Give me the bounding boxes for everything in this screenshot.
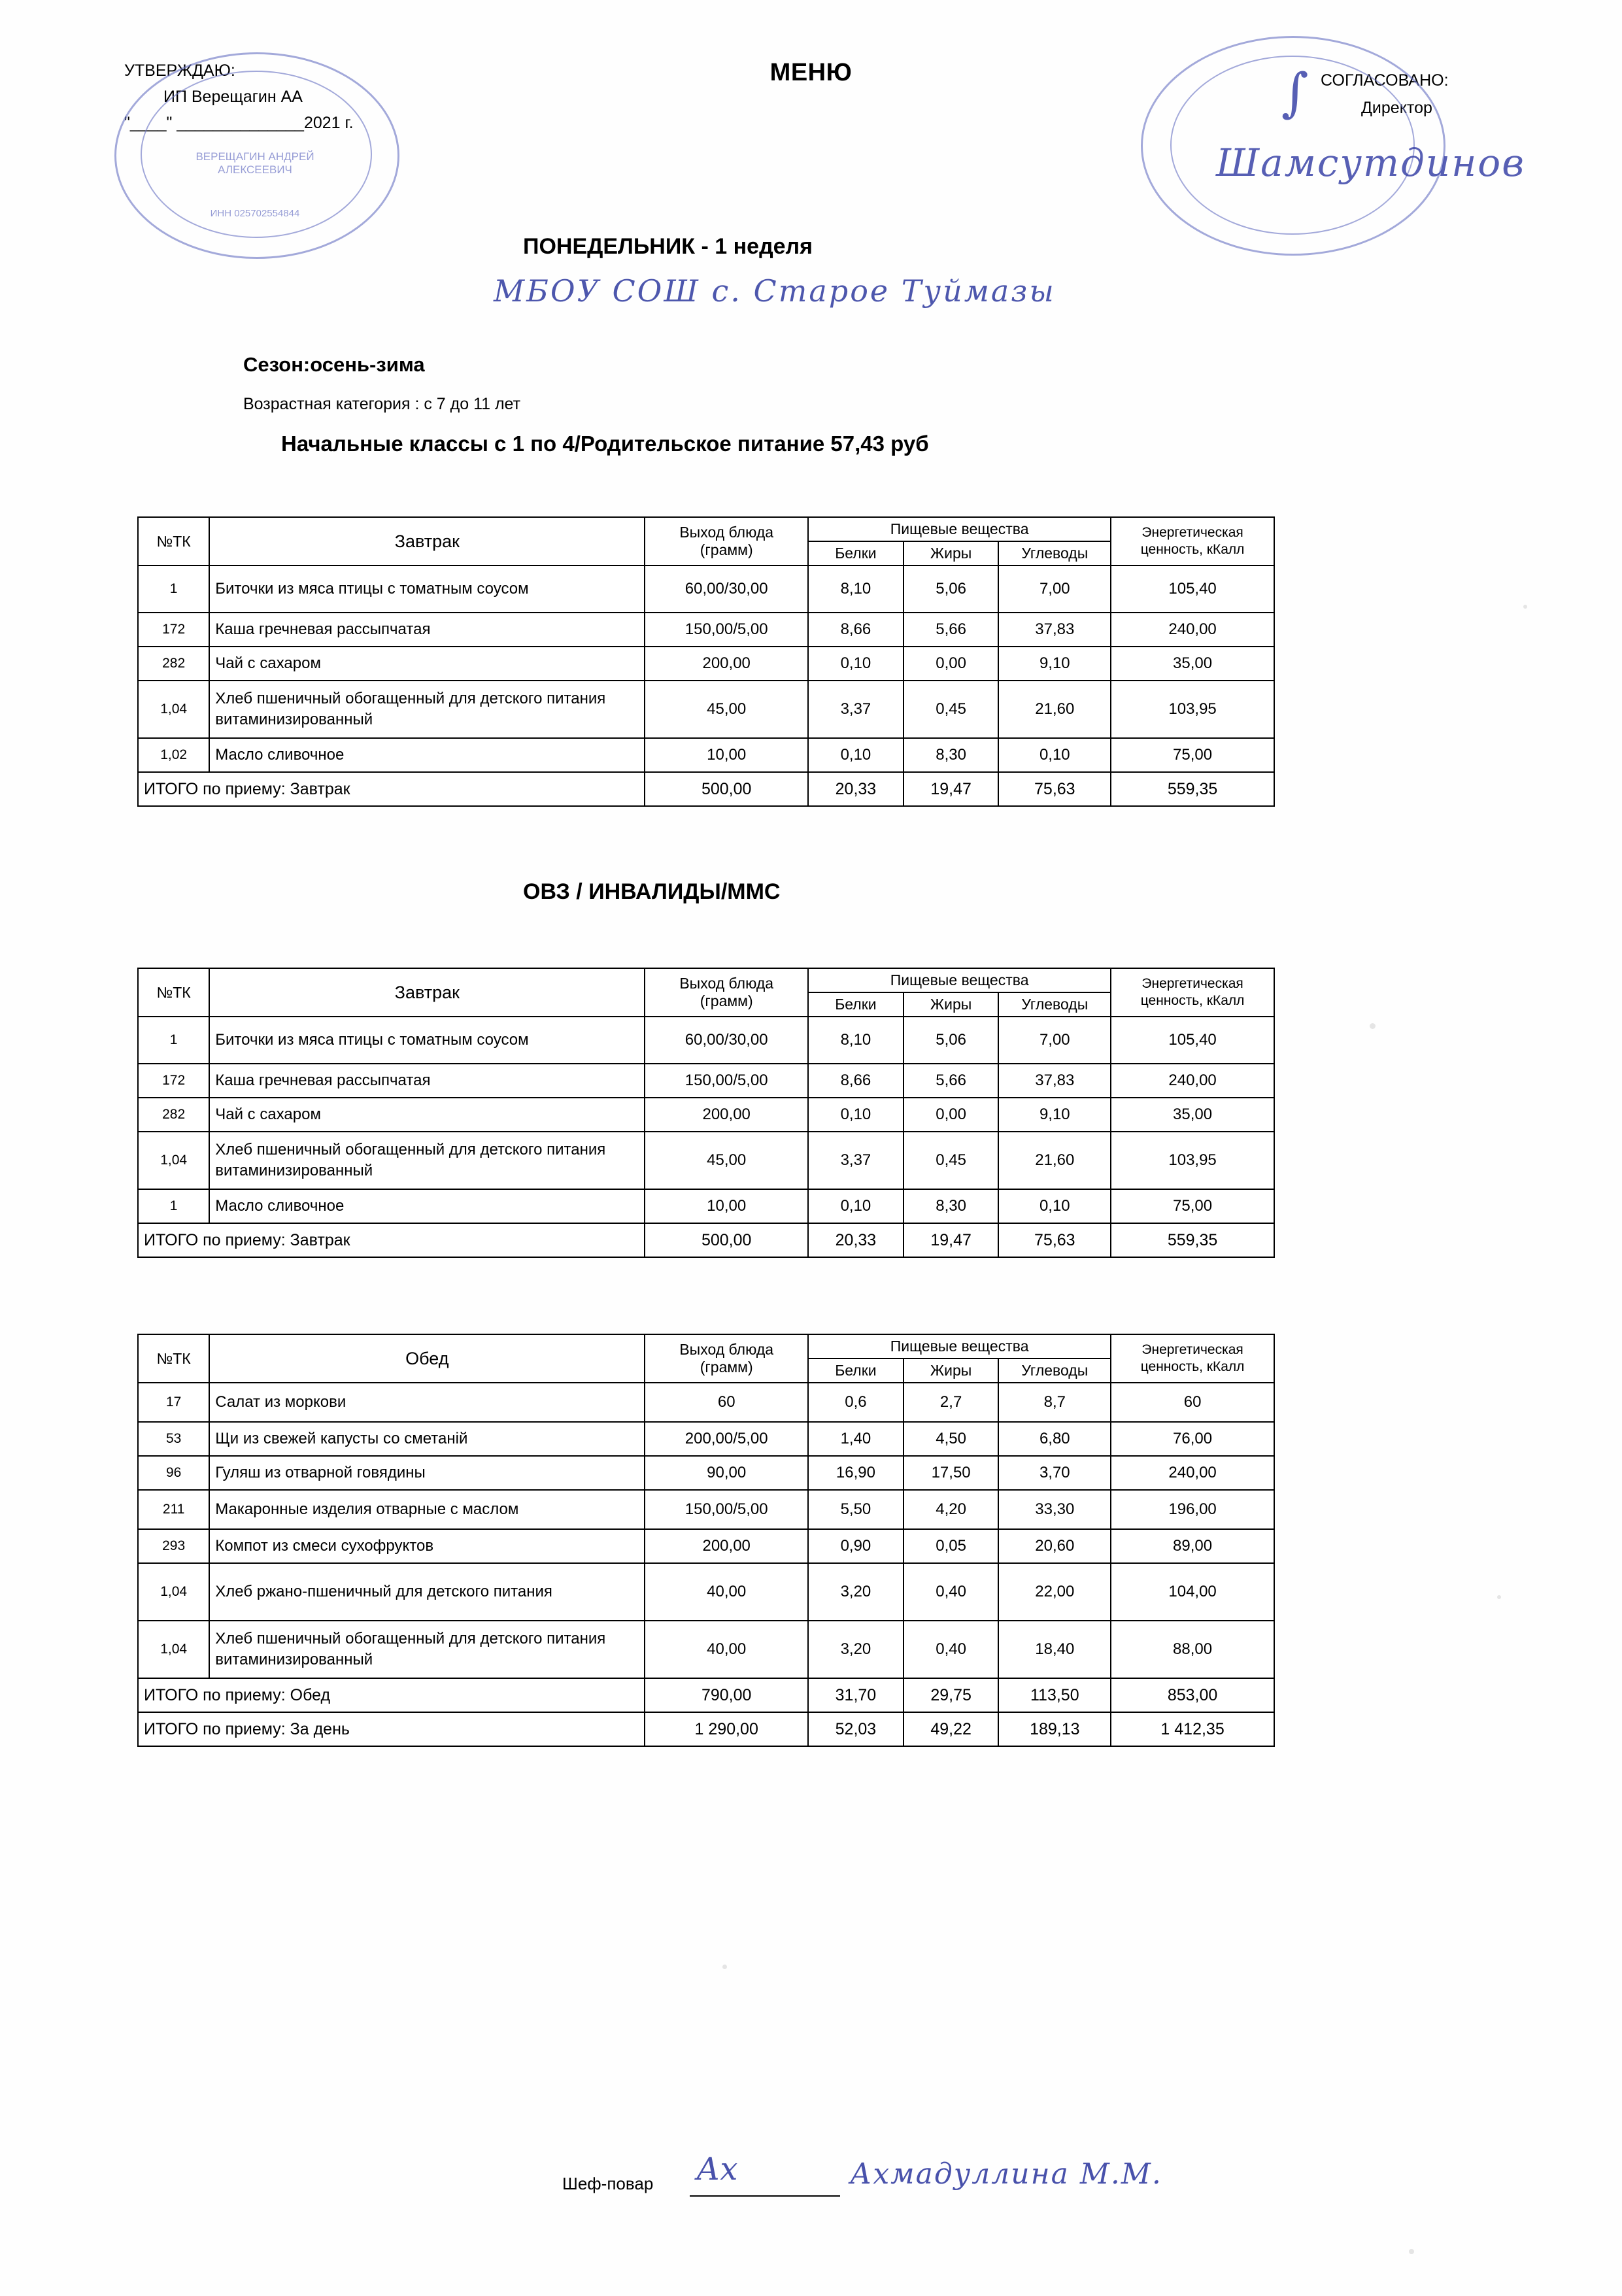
cell-dish: Салат из моркови — [209, 1383, 645, 1422]
cell-fats: 0,00 — [904, 1098, 999, 1132]
table-row — [138, 647, 1274, 681]
cell-tk: 211 — [138, 1490, 209, 1529]
total-carbs: 75,63 — [998, 1223, 1111, 1257]
header-output-line2: (грамм) — [700, 1359, 753, 1376]
cell-tk: 1 — [138, 566, 209, 613]
total-label: ИТОГО по приему: Завтрак — [138, 1223, 645, 1257]
cell-tk: 282 — [138, 1098, 209, 1132]
header-energy — [1111, 517, 1274, 566]
cell-tk: 1,04 — [138, 1621, 209, 1678]
cell-kcal: 103,95 — [1111, 1132, 1274, 1189]
table-row — [138, 1064, 1274, 1098]
cell-kcal: 240,00 — [1111, 613, 1274, 647]
table-row — [138, 1098, 1274, 1132]
cell-carbs: 9,10 — [998, 1098, 1111, 1132]
cell-proteins: 0,10 — [808, 1189, 904, 1223]
total-kcal: 853,00 — [1111, 1678, 1274, 1712]
agreed-label: СОГЛАСОВАНО: — [1321, 71, 1449, 90]
header-carbs: Углеводы — [998, 992, 1111, 1017]
cell-fats: 8,30 — [904, 1189, 999, 1223]
approve-label: УТВЕРЖДАЮ: — [124, 61, 235, 80]
cell-proteins: 1,40 — [808, 1422, 904, 1456]
table-total-row — [138, 1678, 1274, 1712]
header-energy-line2: ценность, кКалл — [1140, 1359, 1245, 1374]
chef-signature-name: Ахмадуллина М.М. — [850, 2157, 1162, 2191]
cell-output: 60,00/30,00 — [645, 566, 808, 613]
cell-dish: Масло сливочное — [209, 1189, 645, 1223]
cell-dish: Хлеб пшеничный обогащенный для детского питания витаминизированный — [209, 1132, 645, 1189]
cell-kcal: 105,40 — [1111, 566, 1274, 613]
day-total-kcal: 1 412,35 — [1111, 1712, 1274, 1746]
day-total-proteins: 52,03 — [808, 1712, 904, 1746]
cell-output: 200,00 — [645, 1098, 808, 1132]
day-total-fats: 49,22 — [904, 1712, 999, 1746]
cell-proteins: 8,10 — [808, 566, 904, 613]
table-total-row — [138, 1223, 1274, 1257]
header-energy-line1: Энергетическая — [1141, 1342, 1243, 1357]
table-row — [138, 681, 1274, 738]
total-output: 790,00 — [645, 1678, 808, 1712]
day-total-label: ИТОГО по приему: За день — [138, 1712, 645, 1746]
table-row — [138, 738, 1274, 772]
total-proteins: 20,33 — [808, 772, 904, 806]
header-carbs: Углеводы — [998, 1359, 1111, 1383]
cell-carbs: 8,7 — [998, 1383, 1111, 1422]
cell-kcal: 75,00 — [1111, 738, 1274, 772]
school-handwritten: МБОУ СОШ с. Старое Туймазы — [494, 273, 1056, 309]
cell-carbs: 37,83 — [998, 613, 1111, 647]
cell-dish: Хлеб ржано-пшеничный для детского питания — [209, 1563, 645, 1621]
cell-carbs: 20,60 — [998, 1529, 1111, 1563]
total-proteins: 31,70 — [808, 1678, 904, 1712]
cell-proteins: 3,20 — [808, 1621, 904, 1678]
approve-date: "____" ______________2021 г. — [124, 114, 354, 132]
cell-tk: 1,04 — [138, 1563, 209, 1621]
cell-dish: Каша гречневая рассыпчатая — [209, 613, 645, 647]
scan-speck — [722, 1965, 727, 1969]
cell-output: 90,00 — [645, 1456, 808, 1490]
header-proteins: Белки — [808, 541, 904, 566]
day-total-output: 1 290,00 — [645, 1712, 808, 1746]
cell-output: 200,00/5,00 — [645, 1422, 808, 1456]
age-category-label: Возрастная категория : с 7 до 11 лет — [243, 395, 521, 413]
cell-carbs: 21,60 — [998, 1132, 1111, 1189]
scan-speck — [1523, 605, 1527, 609]
cell-kcal: 240,00 — [1111, 1456, 1274, 1490]
total-output: 500,00 — [645, 1223, 808, 1257]
cell-fats: 5,66 — [904, 613, 999, 647]
table-row — [138, 1189, 1274, 1223]
lunch-table — [137, 1334, 1275, 1747]
director-signature: Шамсутдинов — [1216, 141, 1525, 185]
cell-dish: Масло сливочное — [209, 738, 645, 772]
cell-fats: 0,05 — [904, 1529, 999, 1563]
stamp-text-inn: ИНН 025702554844 — [210, 208, 300, 219]
cell-kcal: 104,00 — [1111, 1563, 1274, 1621]
header-nutrients: Пищевые вещества — [808, 517, 1111, 541]
table-row — [138, 1132, 1274, 1189]
header-output — [645, 517, 808, 566]
total-fats: 19,47 — [904, 772, 999, 806]
header-energy-line1: Энергетическая — [1141, 976, 1243, 991]
header-meal-breakfast: Завтрак — [209, 517, 645, 566]
header-proteins: Белки — [808, 992, 904, 1017]
cell-kcal: 60 — [1111, 1383, 1274, 1422]
header-output-line2: (грамм) — [700, 541, 753, 558]
cell-kcal: 88,00 — [1111, 1621, 1274, 1678]
cell-kcal: 76,00 — [1111, 1422, 1274, 1456]
total-label: ИТОГО по приему: Завтрак — [138, 772, 645, 806]
cell-carbs: 21,60 — [998, 681, 1111, 738]
cell-fats: 0,40 — [904, 1563, 999, 1621]
cell-proteins: 5,50 — [808, 1490, 904, 1529]
table-total-row — [138, 772, 1274, 806]
cell-dish: Биточки из мяса птицы с томатным соусом — [209, 1017, 645, 1064]
stamp-text-name: ВЕРЕЩАГИН АНДРЕЙ АЛЕКСЕЕВИЧ — [195, 150, 314, 176]
cell-tk: 293 — [138, 1529, 209, 1563]
header-fats: Жиры — [904, 541, 999, 566]
cell-carbs: 0,10 — [998, 1189, 1111, 1223]
cell-kcal: 196,00 — [1111, 1490, 1274, 1529]
total-proteins: 20,33 — [808, 1223, 904, 1257]
table-row — [138, 1621, 1274, 1678]
cell-carbs: 0,10 — [998, 738, 1111, 772]
director-signature-flourish: ∫ — [1281, 62, 1309, 123]
chef-signature-mark: Ах — [696, 2151, 738, 2187]
cell-kcal: 35,00 — [1111, 1098, 1274, 1132]
cell-proteins: 8,66 — [808, 613, 904, 647]
page-title: МЕНЮ — [769, 59, 853, 86]
cell-output: 150,00/5,00 — [645, 1064, 808, 1098]
cell-tk: 172 — [138, 613, 209, 647]
cell-dish: Каша гречневая рассыпчатая — [209, 1064, 645, 1098]
cell-tk: 1 — [138, 1017, 209, 1064]
scan-speck — [1497, 1595, 1501, 1599]
cell-tk: 1,02 — [138, 738, 209, 772]
header-energy — [1111, 968, 1274, 1017]
cell-carbs: 3,70 — [998, 1456, 1111, 1490]
season-label: Сезон:осень-зима — [243, 353, 425, 376]
header-tk: №ТК — [138, 968, 209, 1017]
header-output — [645, 968, 808, 1017]
cell-dish: Чай с сахаром — [209, 647, 645, 681]
cell-proteins: 0,90 — [808, 1529, 904, 1563]
cell-tk: 1 — [138, 1189, 209, 1223]
total-fats: 19,47 — [904, 1223, 999, 1257]
cell-kcal: 35,00 — [1111, 647, 1274, 681]
cell-kcal: 89,00 — [1111, 1529, 1274, 1563]
cell-tk: 282 — [138, 647, 209, 681]
cell-fats: 4,20 — [904, 1490, 999, 1529]
cell-carbs: 9,10 — [998, 647, 1111, 681]
class-price-line: Начальные классы с 1 по 4/Родительское питание 57,43 руб — [281, 431, 929, 456]
header-nutrients: Пищевые вещества — [808, 968, 1111, 992]
table-row — [138, 1529, 1274, 1563]
table-row — [138, 1456, 1274, 1490]
cell-kcal: 103,95 — [1111, 681, 1274, 738]
cell-dish: Компот из смеси сухофруктов — [209, 1529, 645, 1563]
header-tk: №ТК — [138, 1334, 209, 1383]
header-output-line1: Выход блюда — [679, 975, 774, 992]
header-fats: Жиры — [904, 1359, 999, 1383]
header-meal-breakfast: Завтрак — [209, 968, 645, 1017]
cell-dish: Биточки из мяса птицы с томатным соусом — [209, 566, 645, 613]
header-output-line1: Выход блюда — [679, 524, 774, 541]
cell-output: 60,00/30,00 — [645, 1017, 808, 1064]
table-day-total-row — [138, 1712, 1274, 1746]
header-meal-lunch: Обед — [209, 1334, 645, 1383]
header-nutrients: Пищевые вещества — [808, 1334, 1111, 1359]
header-output-line2: (грамм) — [700, 992, 753, 1009]
cell-kcal: 240,00 — [1111, 1064, 1274, 1098]
cell-proteins: 3,37 — [808, 681, 904, 738]
cell-proteins: 0,10 — [808, 1098, 904, 1132]
cell-dish: Макаронные изделия отварные с маслом — [209, 1490, 645, 1529]
cell-proteins: 0,10 — [808, 647, 904, 681]
cell-kcal: 105,40 — [1111, 1017, 1274, 1064]
table-row — [138, 1017, 1274, 1064]
total-carbs: 113,50 — [998, 1678, 1111, 1712]
header-carbs: Углеводы — [998, 541, 1111, 566]
cell-tk: 1,04 — [138, 1132, 209, 1189]
header-fats: Жиры — [904, 992, 999, 1017]
header-energy-line1: Энергетическая — [1141, 525, 1243, 540]
total-carbs: 75,63 — [998, 772, 1111, 806]
cell-fats: 2,7 — [904, 1383, 999, 1422]
cell-carbs: 6,80 — [998, 1422, 1111, 1456]
cell-dish: Щи из свежей капусты со сметаній — [209, 1422, 645, 1456]
cell-proteins: 3,37 — [808, 1132, 904, 1189]
cell-fats: 0,00 — [904, 647, 999, 681]
cell-fats: 5,06 — [904, 566, 999, 613]
cell-carbs: 33,30 — [998, 1490, 1111, 1529]
header-output-line1: Выход блюда — [679, 1341, 774, 1358]
agreed-role: Директор — [1361, 99, 1432, 117]
cell-proteins: 0,10 — [808, 738, 904, 772]
cell-output: 150,00/5,00 — [645, 613, 808, 647]
ovz-heading: ОВЗ / ИНВАЛИДЫ/ММС — [523, 879, 781, 904]
cell-carbs: 22,00 — [998, 1563, 1111, 1621]
cell-output: 10,00 — [645, 1189, 808, 1223]
chef-signature-line — [690, 2195, 840, 2197]
cell-output: 200,00 — [645, 647, 808, 681]
header-proteins: Белки — [808, 1359, 904, 1383]
total-output: 500,00 — [645, 772, 808, 806]
cell-fats: 4,50 — [904, 1422, 999, 1456]
cell-dish: Хлеб пшеничный обогащенный для детского питания витаминизированный — [209, 681, 645, 738]
table-row — [138, 566, 1274, 613]
cell-fats: 0,45 — [904, 1132, 999, 1189]
cell-tk: 96 — [138, 1456, 209, 1490]
table-row — [138, 1422, 1274, 1456]
cell-proteins: 3,20 — [808, 1563, 904, 1621]
weekday-heading: ПОНЕДЕЛЬНИК - 1 неделя — [523, 234, 813, 259]
cell-output: 40,00 — [645, 1621, 808, 1678]
header-tk: №ТК — [138, 517, 209, 566]
cell-dish: Хлеб пшеничный обогащенный для детского питания витаминизированный — [209, 1621, 645, 1678]
cell-output: 60 — [645, 1383, 808, 1422]
table-row — [138, 1490, 1274, 1529]
chef-label: Шеф-повар — [562, 2174, 654, 2193]
cell-proteins: 16,90 — [808, 1456, 904, 1490]
total-label: ИТОГО по приему: Обед — [138, 1678, 645, 1712]
cell-dish: Гуляш из отварной говядины — [209, 1456, 645, 1490]
cell-proteins: 8,66 — [808, 1064, 904, 1098]
cell-carbs: 37,83 — [998, 1064, 1111, 1098]
cell-kcal: 75,00 — [1111, 1189, 1274, 1223]
header-output — [645, 1334, 808, 1383]
cell-fats: 0,40 — [904, 1621, 999, 1678]
approve-person: ИП Верещагин АА — [163, 88, 303, 106]
cell-tk: 17 — [138, 1383, 209, 1422]
total-fats: 29,75 — [904, 1678, 999, 1712]
cell-proteins: 8,10 — [808, 1017, 904, 1064]
cell-fats: 17,50 — [904, 1456, 999, 1490]
cell-tk: 53 — [138, 1422, 209, 1456]
cell-fats: 8,30 — [904, 738, 999, 772]
cell-tk: 1,04 — [138, 681, 209, 738]
breakfast-main-table — [137, 516, 1275, 807]
cell-proteins: 0,6 — [808, 1383, 904, 1422]
cell-output: 40,00 — [645, 1563, 808, 1621]
header-energy — [1111, 1334, 1274, 1383]
cell-carbs: 7,00 — [998, 566, 1111, 613]
cell-fats: 0,45 — [904, 681, 999, 738]
cell-output: 10,00 — [645, 738, 808, 772]
header-energy-line2: ценность, кКалл — [1140, 993, 1245, 1008]
table-row — [138, 613, 1274, 647]
header-energy-line2: ценность, кКалл — [1140, 542, 1245, 557]
cell-output: 45,00 — [645, 681, 808, 738]
table-row — [138, 1563, 1274, 1621]
scan-speck — [1409, 2249, 1414, 2254]
cell-output: 45,00 — [645, 1132, 808, 1189]
cell-tk: 172 — [138, 1064, 209, 1098]
cell-carbs: 18,40 — [998, 1621, 1111, 1678]
total-kcal: 559,35 — [1111, 1223, 1274, 1257]
cell-dish: Чай с сахаром — [209, 1098, 645, 1132]
total-kcal: 559,35 — [1111, 772, 1274, 806]
breakfast-ovz-table — [137, 968, 1275, 1258]
day-total-carbs: 189,13 — [998, 1712, 1111, 1746]
cell-fats: 5,66 — [904, 1064, 999, 1098]
table-row — [138, 1383, 1274, 1422]
cell-output: 200,00 — [645, 1529, 808, 1563]
cell-output: 150,00/5,00 — [645, 1490, 808, 1529]
cell-fats: 5,06 — [904, 1017, 999, 1064]
cell-carbs: 7,00 — [998, 1017, 1111, 1064]
scan-speck — [1370, 1023, 1376, 1029]
